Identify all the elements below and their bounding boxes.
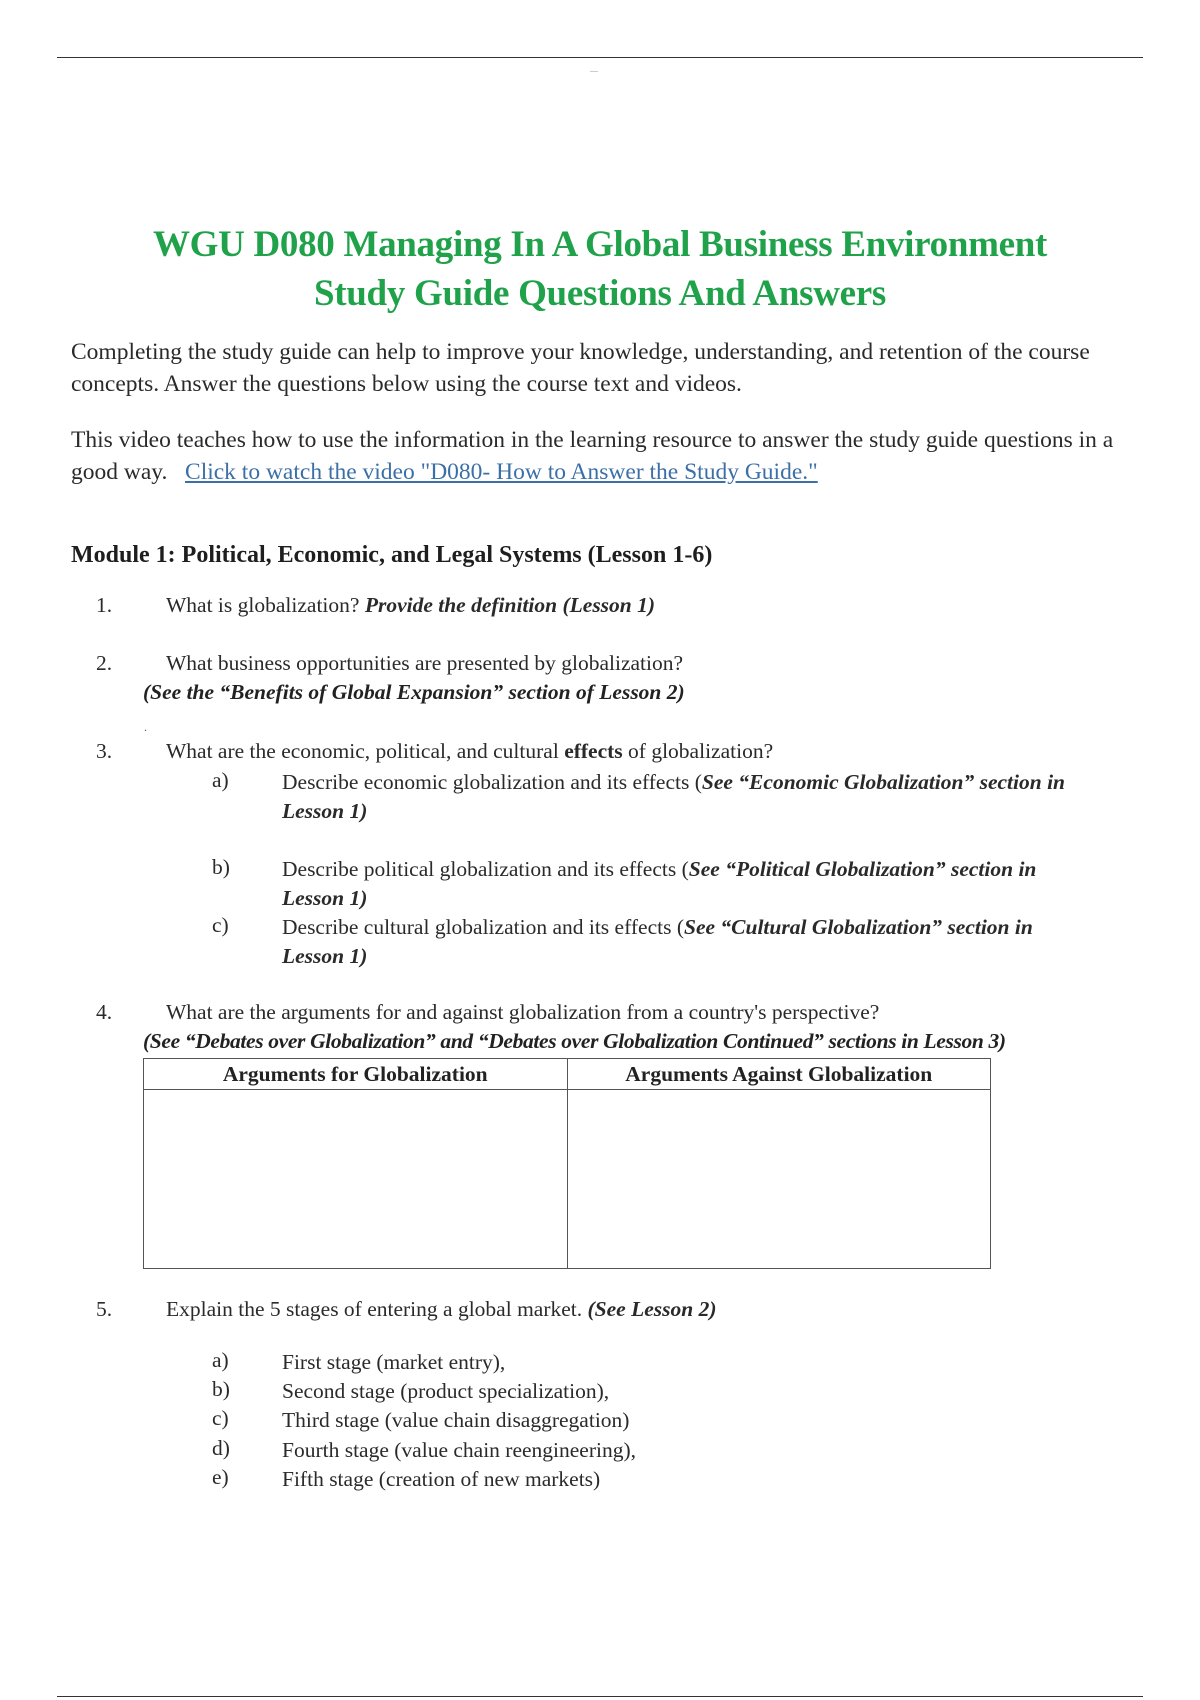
q3-number: 3. xyxy=(96,739,113,763)
col-arguments-for: Arguments for Globalization xyxy=(144,1059,568,1090)
q3-sub-a-hint: See “Economic Globalization” section in xyxy=(701,770,1066,794)
stage-e-label: e) xyxy=(212,1465,229,1489)
q3-sub-c-hint-end: Lesson 1) xyxy=(282,944,368,968)
arguments-against-cell[interactable] xyxy=(567,1090,991,1269)
stage-c-text: Third stage (value chain disaggregation) xyxy=(282,1408,630,1432)
header-mark: — xyxy=(590,66,598,75)
stage-b-label: b) xyxy=(212,1377,230,1401)
q2-number: 2. xyxy=(96,651,113,675)
q3-sub-b-text: Describe political globalization and its effects ( xyxy=(282,857,689,881)
bottom-rule xyxy=(57,1696,1143,1697)
q3-sub-b-hint: See “Political Globalization” section in xyxy=(688,857,1037,881)
title-line-2: Study Guide Questions And Answers xyxy=(313,273,886,314)
q4-hint: (See “Debates over Globalization” and “Debates over Globalization Continued” sections in Lesson 3) xyxy=(143,1029,1006,1053)
video-link[interactable]: Click to watch the video "D080- How to Answer the Study Guide." xyxy=(185,458,818,485)
q3-sub-c-label: c) xyxy=(212,913,229,937)
q3-sub-c-text: Describe cultural globalization and its effects ( xyxy=(282,915,684,939)
arguments-header-row xyxy=(144,1059,991,1090)
document-title xyxy=(60,220,1140,318)
stage-d-label: d) xyxy=(212,1436,230,1460)
q3-text-c: of globalization? xyxy=(622,739,774,763)
module-heading: Module 1: Political, Economic, and Legal Systems (Lesson 1-6) xyxy=(71,542,713,568)
stage-a-text: First stage (market entry), xyxy=(282,1350,506,1374)
q3-sub-b-label: b) xyxy=(212,855,230,879)
col-arguments-against: Arguments Against Globalization xyxy=(567,1059,991,1090)
q2-hint: (See the “Benefits of Global Expansion” section of Lesson 2) xyxy=(143,680,685,704)
q3-sub-a-hint-end: Lesson 1) xyxy=(282,799,368,823)
q3-sub-c-hint: See “Cultural Globalization” section in xyxy=(683,915,1033,939)
stage-e-text: Fifth stage (creation of new markets) xyxy=(282,1467,601,1491)
q1-hint: Provide the definition (Lesson 1) xyxy=(364,593,656,617)
q1-number: 1. xyxy=(96,593,113,617)
q1-text xyxy=(166,593,655,618)
q3-sub-b xyxy=(282,855,1122,913)
video-text: This video teaches how to use the information in the learning resource to answer the study guide questions in a good way. xyxy=(71,427,1114,485)
q3-sub-c xyxy=(282,913,1122,971)
q5-number: 5. xyxy=(96,1297,113,1321)
q3-sub-a-text: Describe economic globalization and its effects ( xyxy=(282,770,702,794)
top-rule xyxy=(57,57,1143,58)
q3-text-effects: effects xyxy=(564,739,623,763)
stray-dot: . xyxy=(144,720,147,734)
q5-hint: (See Lesson 2) xyxy=(587,1297,717,1321)
q4-question: What are the arguments for and against globalization from a country's perspective? xyxy=(166,1000,880,1024)
q5-text: Explain the 5 stages of entering a global market. xyxy=(166,1297,588,1321)
q3-sub-b-hint-end: Lesson 1) xyxy=(282,886,368,910)
q3-text-a: What are the economic, political, and cultural xyxy=(166,739,565,763)
title-line-1: WGU D080 Managing In A Global Business Environment xyxy=(152,224,1048,265)
q2-question: What business opportunities are presented by globalization? xyxy=(166,651,684,675)
arguments-for-cell[interactable] xyxy=(144,1090,568,1269)
arguments-table xyxy=(143,1058,991,1269)
intro-paragraph: Completing the study guide can help to improve your knowledge, understanding, and retention of the course concepts. Answer the questions below using the course text and videos. xyxy=(71,339,1090,397)
q3-sub-a-label: a) xyxy=(212,768,229,792)
stage-b-text: Second stage (product specialization), xyxy=(282,1379,610,1403)
q5-question xyxy=(166,1297,717,1322)
video-paragraph xyxy=(71,425,1131,488)
q3-sub-a xyxy=(282,768,1122,826)
q3-question xyxy=(166,739,773,764)
stage-c-label: c) xyxy=(212,1406,229,1430)
q4-number: 4. xyxy=(96,1000,113,1024)
q1-question: What is globalization? xyxy=(166,593,365,617)
stage-a-label: a) xyxy=(212,1348,229,1372)
arguments-answer-row xyxy=(144,1090,991,1269)
stage-d-text: Fourth stage (value chain reengineering), xyxy=(282,1438,637,1462)
